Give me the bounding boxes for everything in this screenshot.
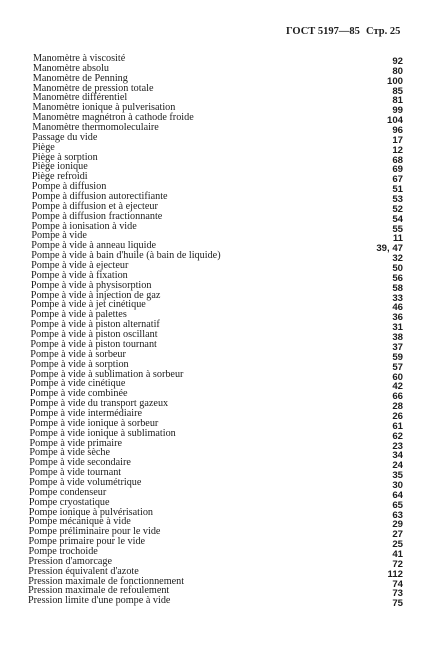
index-page-ref: 73 <box>392 588 403 600</box>
index-page-ref: 85 <box>392 85 403 97</box>
index-page-ref: 24 <box>392 460 403 472</box>
index-term: Piège <box>32 141 55 153</box>
index-page-ref: 36 <box>392 312 403 324</box>
index-term: Pompe à diffusion <box>31 181 107 193</box>
index-page-ref: 11 <box>392 233 403 245</box>
index-term: Pompe à vide cinétique <box>30 378 126 390</box>
index-term: Pompe à vide ionique à sublimation <box>29 427 176 439</box>
index-term: Pompe préliminaire pour le vide <box>28 526 161 538</box>
index-page-ref: 61 <box>392 420 403 432</box>
index-page-ref: 32 <box>392 253 403 265</box>
index-page-ref: 65 <box>392 499 403 511</box>
index-page-ref: 104 <box>386 115 403 127</box>
index-term: Piège refroidi <box>31 171 88 183</box>
index-page-ref: 34 <box>392 450 403 462</box>
index-page-ref: 74 <box>392 578 403 590</box>
index-page-ref: 27 <box>392 529 403 541</box>
index-page-ref: 66 <box>392 391 403 403</box>
index-term: Pompe à diffusion et à ejecteur <box>31 200 158 212</box>
index-term: Pompe ionique à pulvérisation <box>28 506 154 518</box>
index-page-ref: 42 <box>392 381 403 393</box>
index-term: Pompe trochoide <box>28 545 98 557</box>
index-term: Pression limite d'une pompe à vide <box>28 595 171 607</box>
index-page-ref: 72 <box>392 558 403 570</box>
index-term: Pompe à vide <box>31 230 87 242</box>
index-term: Pompe à vide primaire <box>29 437 123 449</box>
index-term: Pompe à vide sèche <box>29 447 111 459</box>
index-page-ref: 30 <box>392 479 403 491</box>
index-term: Pompe à vide à bain d'huile (à bain de liquide) <box>31 250 221 262</box>
index-page-ref: 92 <box>392 56 403 67</box>
index-page-ref: 50 <box>392 263 403 275</box>
index-term: Pompe à vide ionique à sorbeur <box>29 417 159 429</box>
index-term: Pompe à ionisation à vide <box>31 220 137 232</box>
index-page-ref: 46 <box>392 302 403 314</box>
index-term: Pompe à vide tournant <box>29 467 122 479</box>
index-term: Pompe à vide intermédiaire <box>29 407 142 419</box>
index-page-ref: 38 <box>392 332 403 344</box>
index-page-ref: 57 <box>392 361 403 373</box>
index-page-ref: 99 <box>392 105 403 117</box>
index-page-ref: 51 <box>392 184 403 196</box>
index-term: Manomètre absolu <box>32 62 109 74</box>
index-term: Manomètre thermomoleculaire <box>32 122 159 134</box>
index-term: Manomètre ionique à pulverisation <box>32 102 176 114</box>
index-term: Pompe à vide à sorption <box>30 358 129 370</box>
index-term: Pression maximale de refoulement <box>28 585 170 597</box>
index-term: Pompe mécanique à vide <box>28 516 131 528</box>
index-page-ref: 60 <box>392 371 403 383</box>
index-page-ref: 33 <box>392 292 403 304</box>
index-page-ref: 75 <box>392 598 403 610</box>
index-page-ref: 17 <box>392 134 403 146</box>
index-term: Pompe à vide à piston tournant <box>30 338 157 350</box>
index-term: Pression maximale de fonctionnement <box>28 575 185 587</box>
index-page-ref: 69 <box>392 164 403 176</box>
index-term: Pompe à vide à physisorption <box>30 279 152 291</box>
index-term: Pompe à vide à injection de gaz <box>30 289 161 301</box>
page-number: Стр. 25 <box>366 26 401 37</box>
index-page-ref: 25 <box>392 539 403 551</box>
index-page-ref: 54 <box>392 213 403 225</box>
index-page-ref: 112 <box>387 568 403 580</box>
standard-number: ГОСТ 5197—85 <box>286 26 360 37</box>
index-page-ref: 26 <box>392 410 403 422</box>
index-term: Pompe à vide à piston oscillant <box>30 329 158 341</box>
index-term: Pompe à vide à palettes <box>30 309 127 321</box>
index-page-ref: 63 <box>392 509 403 521</box>
index-page-ref: 39, 47 <box>376 243 403 255</box>
index-term: Pression équivalent d'azote <box>28 565 139 577</box>
index-term: Pompe à vide à fixation <box>31 269 128 281</box>
index-term: Piège à sorption <box>32 151 98 163</box>
index-page-ref: 59 <box>392 351 403 363</box>
index-page-ref: 29 <box>392 519 403 531</box>
index-page-ref: 55 <box>392 223 403 235</box>
index-term: Pompe à vide combinée <box>29 388 128 400</box>
index-term: Pression d'amorcage <box>28 555 112 567</box>
index-page-ref: 100 <box>386 75 403 87</box>
index-term: Pompe à vide à jet cinétique <box>30 299 146 311</box>
index-page-ref: 23 <box>392 440 403 452</box>
term-index <box>0 53 425 610</box>
index-term: Pompe à diffusion fractionnante <box>31 210 163 222</box>
index-term: Pompe à vide à sublimation à sorbeur <box>30 368 184 380</box>
index-term: Manomètre à viscosité <box>33 53 126 64</box>
index-term: Pompe cryostatique <box>28 496 110 508</box>
index-page-ref: 64 <box>392 489 403 501</box>
index-page-ref: 53 <box>392 194 403 206</box>
running-header <box>286 26 406 40</box>
index-page-ref: 37 <box>392 341 403 353</box>
index-term: Pompe à diffusion autorectifiante <box>31 191 168 203</box>
index-term: Piège ionique <box>32 161 88 173</box>
index-page-ref: 81 <box>392 95 403 107</box>
index-page-ref: 62 <box>392 430 403 442</box>
index-page-ref: 31 <box>392 322 403 334</box>
index-page-ref: 52 <box>392 203 403 215</box>
index-term: Passage du vide <box>32 131 98 143</box>
index-page-ref: 58 <box>392 282 403 294</box>
index-term: Pompe condenseur <box>29 486 107 498</box>
index-term: Manomètre de pression totale <box>32 82 154 94</box>
index-page-ref: 80 <box>392 65 403 77</box>
index-term: Manomètre différentiel <box>32 92 128 104</box>
index-entry <box>0 595 425 610</box>
index-page-ref: 41 <box>392 548 403 560</box>
index-page-ref: 96 <box>392 125 403 137</box>
index-page-ref: 56 <box>392 272 403 284</box>
index-page-ref: 12 <box>392 144 403 156</box>
index-page-ref: 28 <box>392 401 403 413</box>
index-term: Manomètre magnétron à cathode froide <box>32 112 194 124</box>
index-page-ref: 35 <box>392 470 403 482</box>
index-term: Pompe à vide à piston alternatif <box>30 319 160 331</box>
index-term: Pompe à vide du transport gazeux <box>29 398 169 410</box>
index-term: Manomètre de Penning <box>32 72 128 84</box>
index-term: Pompe à vide volumétrique <box>29 476 142 488</box>
index-term: Pompe à vide à anneau liquide <box>31 240 157 252</box>
index-term: Pompe à vide à sorbeur <box>30 348 126 360</box>
index-term: Pompe à vide à ejecteur <box>31 260 129 272</box>
index-term: Pompe à vide secondaire <box>29 457 131 469</box>
index-page-ref: 67 <box>392 174 403 186</box>
index-page-ref: 68 <box>392 154 403 166</box>
index-term: Pompe primaire pour le vide <box>28 536 146 548</box>
